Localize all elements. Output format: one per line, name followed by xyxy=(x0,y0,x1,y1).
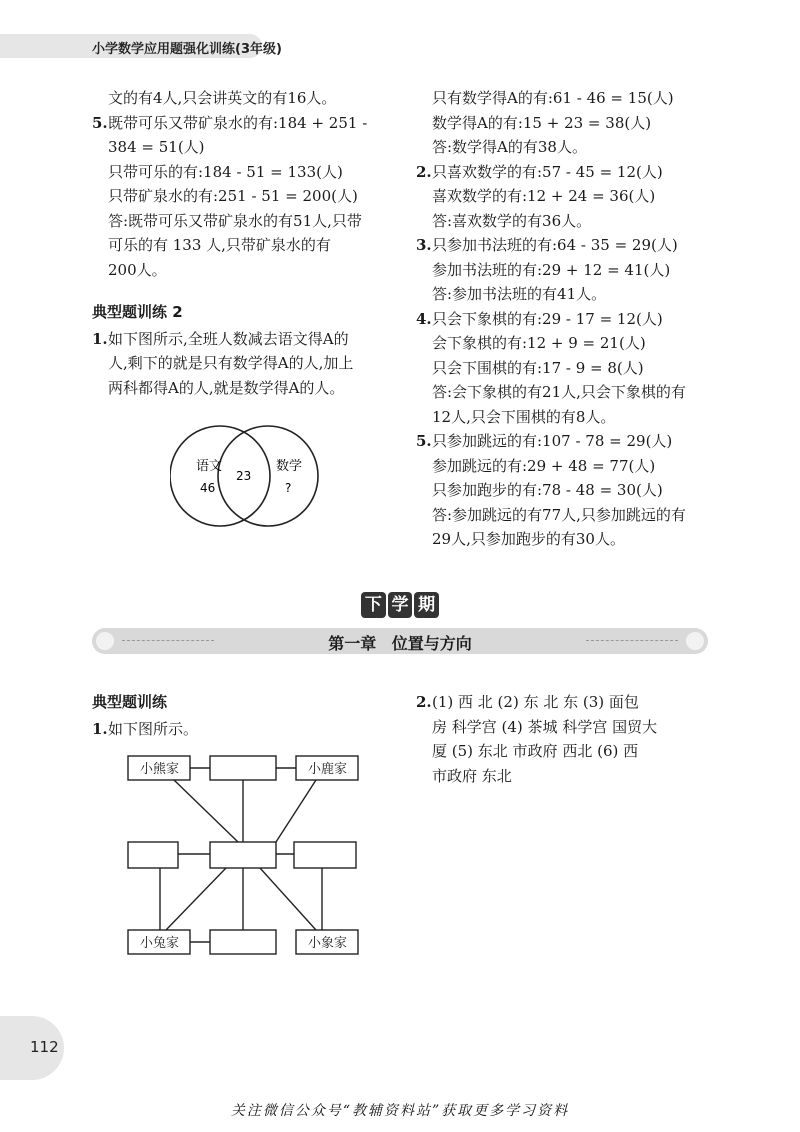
right-line-text: 只参加书法班的有:64 - 35 = 29(人) xyxy=(432,236,678,254)
left-line-text: 只带可乐的有:184 - 51 = 133(人) xyxy=(108,162,343,181)
left-q1-line xyxy=(92,327,392,352)
venn-diagram xyxy=(170,422,320,530)
left-q1-question-number: 1. xyxy=(92,329,108,348)
left-q1-line xyxy=(92,376,392,401)
left-q1-lines xyxy=(92,327,392,401)
left-line xyxy=(92,184,392,209)
section2-q2-question-number: 2. xyxy=(416,693,432,711)
right-line-text: 29人,只参加跑步的有30人。 xyxy=(432,530,625,548)
running-header: 小学数学应用题强化训练(3年级) xyxy=(92,42,282,57)
right-line xyxy=(416,86,716,111)
section2-q1 xyxy=(92,717,198,742)
right-question-number: 5. xyxy=(416,432,432,450)
left-question-number: 5. xyxy=(92,113,108,132)
section2-q2-line xyxy=(416,764,712,789)
right-line xyxy=(416,233,716,258)
section2-q2-line xyxy=(416,690,712,715)
right-line xyxy=(416,356,716,381)
section2-title: 典型题训练 xyxy=(92,693,168,711)
venn-center-value: 23 xyxy=(236,469,252,483)
map-line-diag-bl xyxy=(166,868,226,930)
right-line-text: 答:参加书法班的有41人。 xyxy=(432,285,607,303)
left-line xyxy=(92,258,392,283)
term-char-2: 学 xyxy=(388,592,413,618)
map-box-top-mid xyxy=(210,756,276,780)
left-line xyxy=(92,111,392,136)
left-line-text: 可乐的有 133 人,只带矿泉水的有 xyxy=(108,236,331,254)
right-line xyxy=(416,184,716,209)
right-line xyxy=(416,209,716,234)
section-title-training-2: 典型题训练 2 xyxy=(92,303,183,321)
map-box-center xyxy=(210,842,276,868)
left-line xyxy=(92,160,392,185)
left-line-text: 既带可乐又带矿泉水的有:184 + 251 - xyxy=(108,113,368,132)
chapter-title: 第一章 位置与方向 xyxy=(328,634,472,653)
right-line-text: 12人,只会下围棋的有8人。 xyxy=(432,407,616,426)
map-line-diag-br xyxy=(260,868,316,930)
right-line xyxy=(416,111,716,136)
section2-q1-text: 如下图所示。 xyxy=(108,719,199,738)
right-line xyxy=(416,527,716,552)
right-line-text: 参加跳远的有:29 + 48 = 77(人) xyxy=(432,456,656,475)
right-line-text: 答:喜欢数学的有36人。 xyxy=(432,211,592,230)
venn-left-label: 语文 xyxy=(196,459,223,474)
right-line xyxy=(416,282,716,307)
map-line-top-diag xyxy=(174,780,238,842)
map-label-rabbit-home: 小兔家 xyxy=(140,936,180,951)
right-line xyxy=(416,331,716,356)
section2-left xyxy=(92,690,198,741)
venn-circle-chinese xyxy=(170,426,270,526)
right-line-text: 喜欢数学的有:12 + 24 = 36(人) xyxy=(432,187,656,205)
right-line xyxy=(416,160,716,185)
section2-q2-line xyxy=(416,715,712,740)
map-box-bottom-mid xyxy=(210,930,276,954)
term-title xyxy=(360,592,440,618)
section2-q2-line-text: (1) 西 北 (2) 东 北 东 (3) 面包 xyxy=(432,693,639,711)
right-line-text: 答:参加跳远的有77人,只参加跳远的有 xyxy=(432,505,686,524)
term-char-1: 下 xyxy=(361,592,386,618)
term-char-3: 期 xyxy=(414,592,439,618)
map-label-elephant-home: 小象家 xyxy=(308,936,348,951)
left-line-text: 答:既带可乐又带矿泉水的有51人,只带 xyxy=(108,211,362,230)
left-line-text: 200人。 xyxy=(108,260,167,279)
right-line xyxy=(416,258,716,283)
map-label-bear-home: 小熊家 xyxy=(140,762,180,777)
right-question-number: 3. xyxy=(416,236,432,254)
right-line-text: 只参加跳远的有:107 - 78 = 29(人) xyxy=(432,432,673,450)
section2-q1-num: 1. xyxy=(92,719,108,738)
section2-q2-line-text: 房 科学宫 (4) 茶城 科学宫 国贸大 xyxy=(432,717,658,736)
right-line-text: 参加书法班的有:29 + 12 = 41(人) xyxy=(432,260,671,279)
left-q1-line-text: 两科都得A的人,就是数学得A的人。 xyxy=(108,378,345,397)
venn-right-value: ? xyxy=(285,481,292,495)
section2-q2-line xyxy=(416,739,712,764)
venn-circle-math xyxy=(218,426,318,526)
right-line xyxy=(416,454,716,479)
right-line-text: 只有数学得A的有:61 - 46 = 15(人) xyxy=(432,89,674,107)
chapter-bar-right-dash xyxy=(586,640,678,641)
right-line xyxy=(416,478,716,503)
right-line-text: 答:数学得A的有38人。 xyxy=(432,138,587,156)
right-question-number: 2. xyxy=(416,162,432,181)
position-map-diagram xyxy=(126,752,366,962)
right-line-text: 会下象棋的有:12 + 9 = 21(人) xyxy=(432,334,646,352)
right-line xyxy=(416,503,716,528)
left-column xyxy=(92,86,392,400)
map-box-mid-left xyxy=(128,842,178,868)
map-line-top-right-down xyxy=(276,780,316,842)
left-line xyxy=(92,135,392,160)
chapter-bar xyxy=(92,628,708,654)
left-q1-line xyxy=(92,351,392,376)
venn-right-label: 数学 xyxy=(276,459,303,474)
chapter-bar-right-cap xyxy=(686,632,704,650)
right-line xyxy=(416,380,716,405)
section2-q2-line-text: 厦 (5) 东北 市政府 西北 (6) 西 xyxy=(432,742,639,760)
right-line-text: 只参加跑步的有:78 - 48 = 30(人) xyxy=(432,481,663,499)
left-q1-line-text: 人,剩下的就是只有数学得A的人,加上 xyxy=(108,354,354,372)
right-line-text: 只喜欢数学的有:57 - 45 = 12(人) xyxy=(432,162,663,181)
left-line xyxy=(92,209,392,234)
right-line-text: 只会下围棋的有:17 - 9 = 8(人) xyxy=(432,358,644,377)
right-line xyxy=(416,307,716,332)
right-line xyxy=(416,429,716,454)
right-line-text: 答:会下象棋的有21人,只会下象棋的有 xyxy=(432,383,686,401)
right-column xyxy=(416,86,716,552)
section2-right xyxy=(416,690,712,788)
right-question-number: 4. xyxy=(416,309,432,328)
footer-note: 关注微信公众号“教辅资料站”获取更多学习资料 xyxy=(230,1103,570,1119)
left-line-text: 只带矿泉水的有:251 - 51 = 200(人) xyxy=(108,187,358,205)
left-q1-line-text: 如下图所示,全班人数减去语文得A的 xyxy=(108,329,349,348)
left-line xyxy=(92,86,392,111)
map-label-deer-home: 小鹿家 xyxy=(308,762,348,777)
left-answer-lines xyxy=(92,86,392,282)
left-line-text: 文的有4人,只会讲英文的有16人。 xyxy=(108,89,337,107)
left-line xyxy=(92,233,392,258)
right-line xyxy=(416,405,716,430)
section2-q2-line-text: 市政府 东北 xyxy=(432,766,512,785)
right-answer-lines xyxy=(416,86,716,552)
left-line-text: 384 = 51(人) xyxy=(108,138,205,156)
right-line-text: 数学得A的有:15 + 23 = 38(人) xyxy=(432,113,652,132)
right-line xyxy=(416,135,716,160)
section2-q2-lines xyxy=(416,690,712,788)
map-box-mid-right xyxy=(294,842,356,868)
right-line-text: 只会下象棋的有:29 - 17 = 12(人) xyxy=(432,309,663,328)
page-number: 112 xyxy=(30,1038,59,1056)
venn-left-value: 46 xyxy=(200,481,216,495)
